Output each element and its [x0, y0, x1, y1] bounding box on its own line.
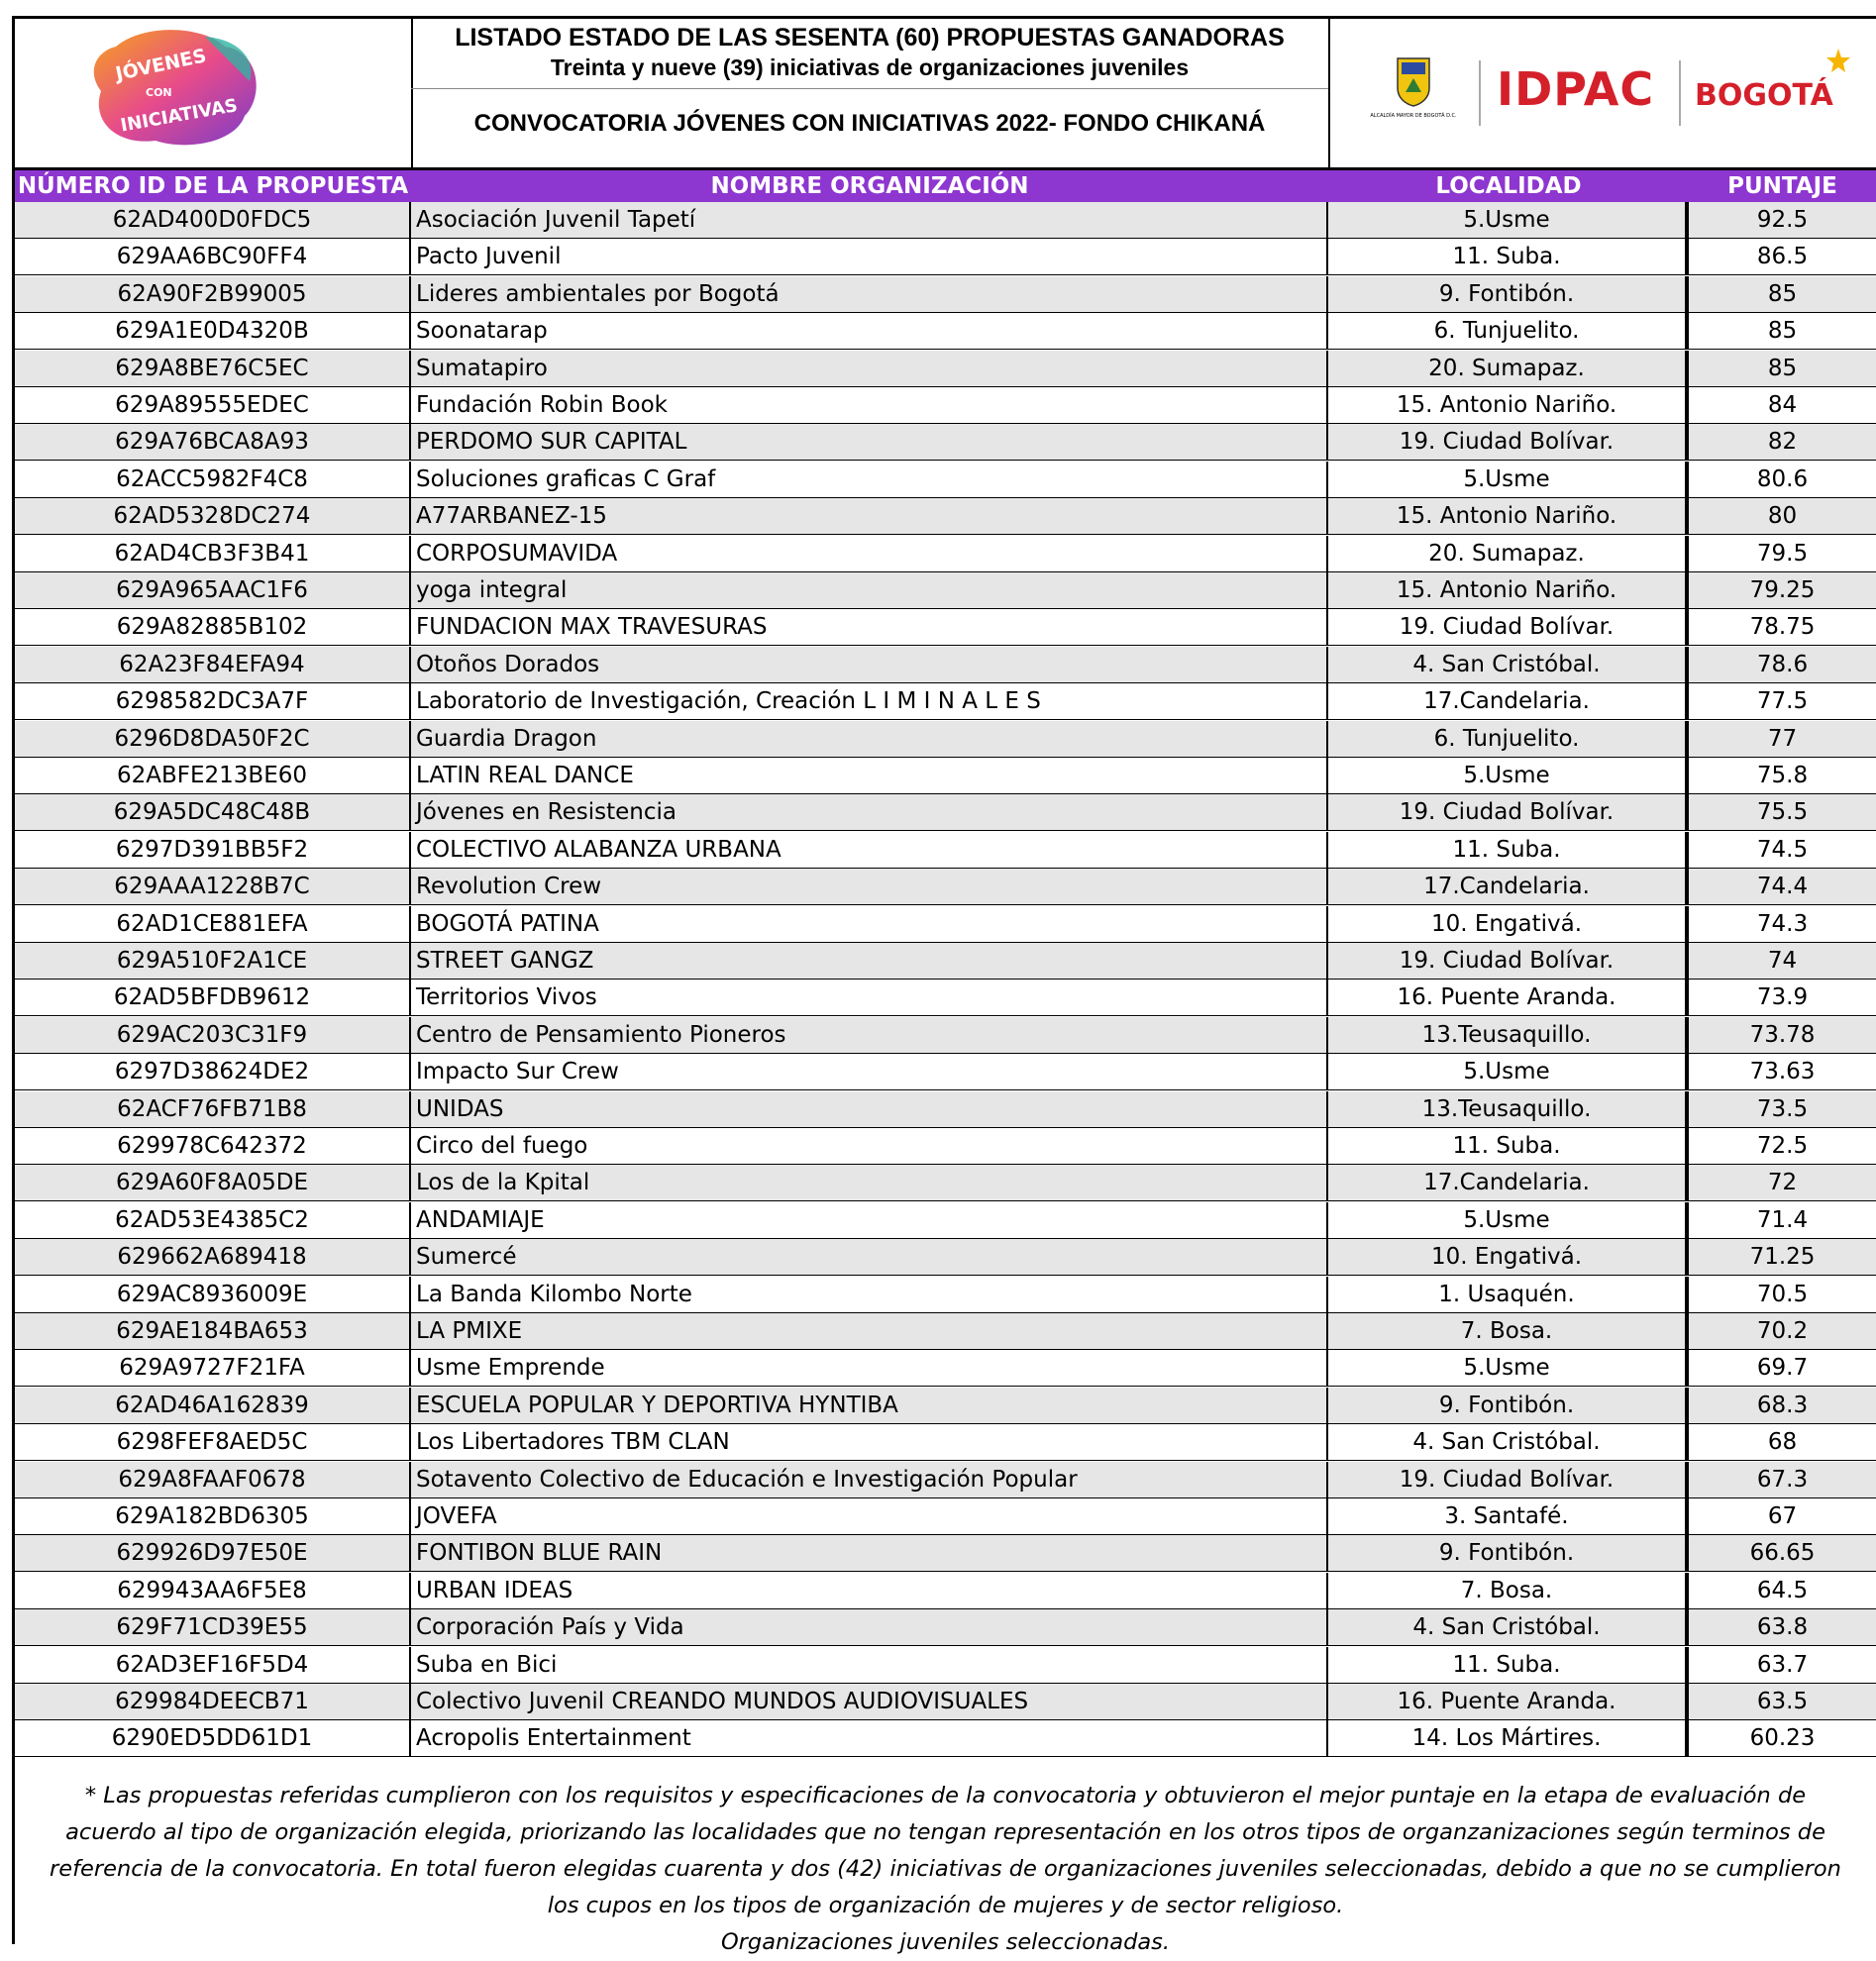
cell-localidad: 19. Ciudad Bolívar. — [1328, 943, 1689, 980]
cell-id: 629926D97E50E — [15, 1535, 411, 1572]
table-row — [15, 1091, 1876, 1128]
cell-name: FUNDACION MAX TRAVESURAS — [411, 609, 1328, 646]
cell-puntaje: 74.5 — [1756, 836, 1809, 863]
cell-puntaje: 78.6 — [1756, 651, 1809, 677]
logo-word-iniciativas: INICIATIVAS — [119, 95, 240, 137]
cell-id: 629A89555EDEC — [15, 387, 411, 424]
cell-localidad: 15. Antonio Nariño. — [1328, 387, 1689, 424]
table-row — [15, 1647, 1876, 1684]
cell-localidad: 13.Teusaquillo. — [1328, 1017, 1689, 1054]
cell-localidad: 5.Usme — [1328, 462, 1689, 498]
cell-puntaje: 68 — [1767, 1429, 1798, 1456]
cell-id: 62AD5BFDB9612 — [15, 980, 411, 1016]
cell-id: 629AC8936009E — [15, 1277, 411, 1313]
cell-name: Acropolis Entertainment — [411, 1720, 1328, 1757]
alcaldia-label: ALCALDÍA MAYOR DE BOGOTÁ D.C. — [1370, 113, 1457, 119]
cell-id: 629A76BCA8A93 — [15, 424, 411, 461]
cell-id: 629A510F2A1CE — [15, 943, 411, 980]
cell-localidad: 20. Sumapaz. — [1328, 536, 1689, 572]
results-sheet — [12, 16, 1876, 1955]
cell-name: Circo del fuego — [411, 1128, 1328, 1165]
cell-puntaje: 86.5 — [1756, 244, 1809, 270]
cell-id: 629AC203C31F9 — [15, 1017, 411, 1054]
cell-puntaje: 75.8 — [1756, 763, 1809, 788]
cell-id: 629A9727F21FA — [15, 1350, 411, 1387]
cell-puntaje: 70.2 — [1756, 1318, 1809, 1344]
cell-id: 629943AA6F5E8 — [15, 1573, 411, 1609]
title-top — [411, 19, 1328, 89]
cell-localidad: 5.Usme — [1328, 1350, 1689, 1387]
cell-name: ANDAMIAJE — [411, 1202, 1328, 1239]
cell-puntaje: 60.23 — [1749, 1725, 1816, 1752]
cell-localidad: 11. Suba. — [1328, 832, 1689, 869]
cell-name: Soluciones graficas C Graf — [411, 462, 1328, 498]
column-header-localidad: LOCALIDAD — [1435, 173, 1582, 199]
cell-localidad: 11. Suba. — [1328, 239, 1689, 275]
footer-caption: Organizaciones juveniles seleccionadas. — [720, 1929, 1171, 1955]
cell-name: LATIN REAL DANCE — [411, 758, 1328, 794]
table-row — [15, 647, 1876, 683]
logo-word-con: CON — [146, 86, 172, 99]
table-row — [15, 1313, 1876, 1350]
cell-puntaje: 77 — [1767, 725, 1798, 752]
alcaldia-shield-icon — [1370, 54, 1457, 124]
cell-id: 629978C642372 — [15, 1128, 411, 1165]
table-row — [15, 1165, 1876, 1201]
footer-line: * Las propuestas referidas cumplieron con los requisitos y especificaciones de la convocatoria y obtuvieron el mejor puntaje en la etapa de evaluación de — [84, 1783, 1807, 1808]
footer-line: los cupos en los tipos de organización de mujeres y de sector religioso. — [547, 1893, 1344, 1918]
table-row — [15, 536, 1876, 572]
table-row — [15, 1388, 1876, 1424]
cell-name: JOVEFA — [411, 1498, 1328, 1535]
cell-id: 629A182BD6305 — [15, 1498, 411, 1535]
cell-puntaje: 85 — [1767, 355, 1798, 381]
cell-localidad: 17.Candelaria. — [1328, 683, 1689, 720]
cell-puntaje: 70.5 — [1756, 1281, 1809, 1307]
cell-name: Otoños Dorados — [411, 647, 1328, 683]
cell-name: Revolution Crew — [411, 869, 1328, 905]
cell-puntaje: 66.65 — [1749, 1540, 1816, 1567]
cell-puntaje: 85 — [1767, 280, 1798, 307]
cell-puntaje: 73.9 — [1756, 984, 1809, 1011]
sheet-header — [15, 19, 1876, 170]
cell-id: 629A8BE76C5EC — [15, 351, 411, 387]
table-row — [15, 1202, 1876, 1239]
cell-localidad: 17.Candelaria. — [1328, 869, 1689, 905]
cell-name: Impacto Sur Crew — [411, 1054, 1328, 1090]
cell-name: URBAN IDEAS — [411, 1573, 1328, 1609]
cell-id: 629AAA1228B7C — [15, 869, 411, 905]
cell-localidad: 6. Tunjuelito. — [1328, 313, 1689, 350]
bogota-star-icon — [1824, 47, 1853, 76]
footer-line: acuerdo al tipo de organización elegida, priorizando las localidades que no tengan representación en los otros tipos de organzanizaciones según terminos de — [65, 1819, 1825, 1845]
cell-id: 629AE184BA653 — [15, 1313, 411, 1350]
cell-puntaje: 71.4 — [1756, 1206, 1809, 1233]
cell-localidad: 5.Usme — [1328, 758, 1689, 794]
cell-localidad: 4. San Cristóbal. — [1328, 647, 1689, 683]
cell-id: 62AD53E4385C2 — [15, 1202, 411, 1239]
cell-id: 62AD5328DC274 — [15, 498, 411, 535]
cell-puntaje: 80 — [1767, 503, 1798, 530]
cell-id: 62A90F2B99005 — [15, 276, 411, 313]
cell-localidad: 19. Ciudad Bolívar. — [1328, 424, 1689, 461]
cell-localidad: 5.Usme — [1328, 202, 1689, 239]
cell-localidad: 10. Engativá. — [1328, 1239, 1689, 1276]
cell-localidad: 17.Candelaria. — [1328, 1165, 1689, 1201]
table-row — [15, 906, 1876, 943]
cell-name: Laboratorio de Investigación, Creación L I M I N A L E S — [411, 683, 1328, 720]
cell-name: Los de la Kpital — [411, 1165, 1328, 1201]
table-row — [15, 758, 1876, 794]
cell-puntaje: 74 — [1767, 948, 1798, 974]
table-row — [15, 1684, 1876, 1720]
table-row — [15, 1350, 1876, 1387]
table-row — [15, 980, 1876, 1016]
cell-id: 629A1E0D4320B — [15, 313, 411, 350]
cell-puntaje: 92.5 — [1756, 207, 1809, 233]
cell-name: Sumatapiro — [411, 351, 1328, 387]
cell-localidad: 19. Ciudad Bolívar. — [1328, 609, 1689, 646]
cell-puntaje: 77.5 — [1756, 688, 1809, 715]
column-header-puntaje: PUNTAJE — [1727, 173, 1837, 199]
column-header-row — [15, 170, 1876, 202]
cell-name: yoga integral — [411, 572, 1328, 609]
cell-id: 629AA6BC90FF4 — [15, 239, 411, 275]
cell-localidad: 11. Suba. — [1328, 1128, 1689, 1165]
table-row — [15, 869, 1876, 905]
cell-name: La Banda Kilombo Norte — [411, 1277, 1328, 1313]
cell-id: 629A60F8A05DE — [15, 1165, 411, 1201]
cell-id: 6296D8DA50F2C — [15, 721, 411, 758]
table-row — [15, 1128, 1876, 1165]
cell-name: Territorios Vivos — [411, 980, 1328, 1016]
cell-name: FONTIBON BLUE RAIN — [411, 1535, 1328, 1572]
cell-puntaje: 84 — [1767, 392, 1798, 418]
cell-localidad: 15. Antonio Nariño. — [1328, 572, 1689, 609]
table-row — [15, 1017, 1876, 1054]
table-row — [15, 1239, 1876, 1276]
table-row — [15, 721, 1876, 758]
table-row — [15, 462, 1876, 498]
logo-divider — [1479, 60, 1481, 126]
cell-id: 6297D38624DE2 — [15, 1054, 411, 1090]
cell-puntaje: 69.7 — [1756, 1355, 1809, 1382]
cell-puntaje: 78.75 — [1749, 614, 1816, 641]
table-row — [15, 424, 1876, 461]
cell-id: 629A965AAC1F6 — [15, 572, 411, 609]
cell-id: 6297D391BB5F2 — [15, 832, 411, 869]
document-subtitle: Treinta y nueve (39) iniciativas de organizaciones juveniles — [550, 54, 1190, 80]
cell-id: 629A8FAAF0678 — [15, 1462, 411, 1498]
cell-puntaje: 79.5 — [1756, 540, 1809, 567]
table-row — [15, 1498, 1876, 1535]
table-row — [15, 1424, 1876, 1461]
cell-localidad: 9. Fontibón. — [1328, 276, 1689, 313]
table-row — [15, 276, 1876, 313]
bogota-logo: BOGOTÁ — [1695, 78, 1833, 113]
logo-cell — [15, 19, 413, 167]
table-row — [15, 1535, 1876, 1572]
table-row — [15, 239, 1876, 275]
cell-name: ESCUELA POPULAR Y DEPORTIVA HYNTIBA — [411, 1388, 1328, 1424]
table-row — [15, 832, 1876, 869]
footer-line: referencia de la convocatoria. En total fueron elegidas cuarenta y dos (42) iniciativas de organizaciones juveniles seleccionadas, debido a que no se cumplieron — [50, 1856, 1841, 1882]
cell-id: 629A82885B102 — [15, 609, 411, 646]
cell-puntaje: 79.25 — [1749, 577, 1816, 603]
cell-name: Corporación País y Vida — [411, 1609, 1328, 1646]
cell-puntaje: 73.5 — [1756, 1095, 1809, 1122]
cell-puntaje: 72 — [1767, 1170, 1798, 1196]
cell-localidad: 16. Puente Aranda. — [1328, 980, 1689, 1016]
cell-id: 6298FEF8AED5C — [15, 1424, 411, 1461]
cell-puntaje: 72.5 — [1756, 1133, 1809, 1159]
cell-name: BOGOTÁ PATINA — [411, 906, 1328, 943]
cell-localidad: 10. Engativá. — [1328, 906, 1689, 943]
cell-name: Colectivo Juvenil CREANDO MUNDOS AUDIOVISUALES — [411, 1684, 1328, 1720]
cell-id: 629662A689418 — [15, 1239, 411, 1276]
table-row — [15, 794, 1876, 831]
cell-localidad: 6. Tunjuelito. — [1328, 721, 1689, 758]
cell-localidad: 5.Usme — [1328, 1202, 1689, 1239]
cell-name: Fundación Robin Book — [411, 387, 1328, 424]
idpac-logo: IDPAC — [1497, 62, 1655, 116]
cell-name: Pacto Juvenil — [411, 239, 1328, 275]
cell-puntaje: 74.4 — [1756, 874, 1809, 900]
table-row — [15, 572, 1876, 609]
table-row — [15, 1054, 1876, 1090]
cell-name: Los Libertadores TBM CLAN — [411, 1424, 1328, 1461]
cell-name: Guardia Dragon — [411, 721, 1328, 758]
cell-localidad: 20. Sumapaz. — [1328, 351, 1689, 387]
cell-name: A77ARBANEZ-15 — [411, 498, 1328, 535]
cell-name: Sumercé — [411, 1239, 1328, 1276]
cell-name: Soonatarap — [411, 313, 1328, 350]
cell-localidad: 11. Suba. — [1328, 1647, 1689, 1684]
cell-localidad: 13.Teusaquillo. — [1328, 1091, 1689, 1128]
cell-id: 6298582DC3A7F — [15, 683, 411, 720]
table-row — [15, 1720, 1876, 1757]
cell-localidad: 14. Los Mártires. — [1328, 1720, 1689, 1757]
convocatoria-title: CONVOCATORIA JÓVENES CON INICIATIVAS 2022- FONDO CHIKANÁ — [473, 110, 1266, 137]
logo-divider-2 — [1679, 60, 1681, 126]
cell-name: Suba en Bici — [411, 1647, 1328, 1684]
cell-puntaje: 73.63 — [1749, 1059, 1816, 1085]
cell-id: 629984DEECB71 — [15, 1684, 411, 1720]
cell-name: Usme Emprende — [411, 1350, 1328, 1387]
cell-localidad: 9. Fontibón. — [1328, 1535, 1689, 1572]
table-row — [15, 313, 1876, 350]
cell-localidad: 5.Usme — [1328, 1054, 1689, 1090]
cell-name: Centro de Pensamiento Pioneros — [411, 1017, 1328, 1054]
cell-id: 62AD4CB3F3B41 — [15, 536, 411, 572]
cell-puntaje: 80.6 — [1756, 465, 1809, 492]
table-row — [15, 1609, 1876, 1646]
cell-puntaje: 63.7 — [1756, 1651, 1809, 1678]
cell-name: PERDOMO SUR CAPITAL — [411, 424, 1328, 461]
column-header-id: NÚMERO ID DE LA PROPUESTA — [17, 173, 409, 199]
cell-id: 629A5DC48C48B — [15, 794, 411, 831]
cell-id: 62AD46A162839 — [15, 1388, 411, 1424]
cell-name: STREET GANGZ — [411, 943, 1328, 980]
cell-id: 62ACF76FB71B8 — [15, 1091, 411, 1128]
cell-name: UNIDAS — [411, 1091, 1328, 1128]
cell-name: Lideres ambientales por Bogotá — [411, 276, 1328, 313]
cell-localidad: 7. Bosa. — [1328, 1573, 1689, 1609]
cell-id: 62AD1CE881EFA — [15, 906, 411, 943]
cell-localidad: 4. San Cristóbal. — [1328, 1424, 1689, 1461]
footer-note — [15, 1778, 1876, 1961]
cell-localidad: 1. Usaquén. — [1328, 1277, 1689, 1313]
table-row — [15, 1462, 1876, 1498]
cell-localidad: 19. Ciudad Bolívar. — [1328, 1462, 1689, 1498]
logo-word-jovenes: JÓVENES — [113, 45, 209, 86]
cell-id: 62AD3EF16F5D4 — [15, 1647, 411, 1684]
cell-puntaje: 63.8 — [1756, 1614, 1809, 1641]
cell-localidad: 3. Santafé. — [1328, 1498, 1689, 1535]
cell-name: Asociación Juvenil Tapetí — [411, 202, 1328, 239]
cell-id: 62ABFE213BE60 — [15, 758, 411, 794]
cell-localidad: 4. San Cristóbal. — [1328, 1609, 1689, 1646]
cell-localidad: 19. Ciudad Bolívar. — [1328, 794, 1689, 831]
cell-puntaje: 63.5 — [1756, 1689, 1809, 1714]
cell-puntaje: 85 — [1767, 318, 1798, 345]
cell-name: Jóvenes en Resistencia — [411, 794, 1328, 831]
cell-puntaje: 75.5 — [1756, 799, 1809, 826]
table-row — [15, 1573, 1876, 1609]
table-row — [15, 683, 1876, 720]
cell-puntaje: 71.25 — [1749, 1244, 1816, 1271]
cell-id: 629F71CD39E55 — [15, 1609, 411, 1646]
cell-id: 62A23F84EFA94 — [15, 647, 411, 683]
table-row — [15, 351, 1876, 387]
cell-puntaje: 82 — [1767, 429, 1798, 456]
cell-puntaje: 73.78 — [1749, 1021, 1816, 1048]
cell-name: Sotavento Colectivo de Educación e Investigación Popular — [411, 1462, 1328, 1498]
cell-puntaje: 74.3 — [1756, 910, 1809, 937]
cell-localidad: 15. Antonio Nariño. — [1328, 498, 1689, 535]
table-row — [15, 498, 1876, 535]
cell-name: CORPOSUMAVIDA — [411, 536, 1328, 572]
cell-localidad: 16. Puente Aranda. — [1328, 1684, 1689, 1720]
jovenes-con-iniciativas-logo — [86, 27, 264, 155]
cell-localidad: 7. Bosa. — [1328, 1313, 1689, 1350]
table-row — [15, 943, 1876, 980]
cell-id: 62AD400D0FDC5 — [15, 202, 411, 239]
cell-name: LA PMIXE — [411, 1313, 1328, 1350]
table-row — [15, 609, 1876, 646]
cell-puntaje: 68.3 — [1756, 1392, 1809, 1418]
cell-puntaje: 67 — [1767, 1503, 1798, 1529]
table-row — [15, 387, 1876, 424]
cell-name: COLECTIVO ALABANZA URBANA — [411, 832, 1328, 869]
cell-id: 62ACC5982F4C8 — [15, 462, 411, 498]
table-row — [15, 202, 1876, 239]
cell-localidad: 9. Fontibón. — [1328, 1388, 1689, 1424]
brand-logos — [1328, 19, 1876, 167]
table-row — [15, 1277, 1876, 1313]
cell-puntaje: 67.3 — [1756, 1466, 1809, 1493]
document-title: LISTADO ESTADO DE LAS SESENTA (60) PROPUESTAS GANADORAS — [455, 24, 1285, 52]
cell-id: 6290ED5DD61D1 — [15, 1720, 411, 1757]
cell-puntaje: 64.5 — [1756, 1577, 1809, 1603]
title-cell — [411, 19, 1330, 167]
column-header-name: NOMBRE ORGANIZACIÓN — [710, 173, 1029, 199]
